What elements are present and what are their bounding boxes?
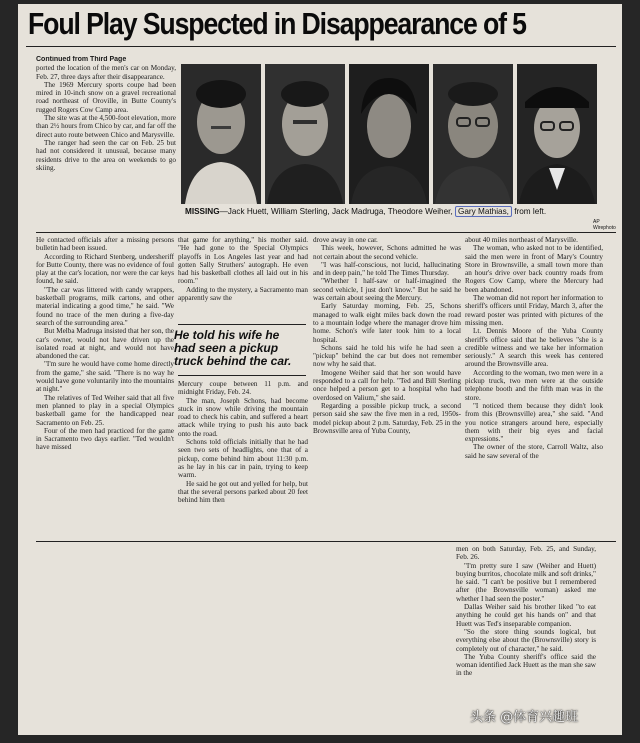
paragraph: Four of the men had practiced for the game in Sacramento two days earlier. "Ted wouldn't have missed xyxy=(36,426,174,452)
column-2-bottom xyxy=(178,380,308,539)
paragraph: He contacted officials after a missing persons bulletin had been issued. xyxy=(36,236,174,253)
paragraph: ported the location of the men's car on Monday, Feb. 27, three days after their disappearance. xyxy=(36,64,176,81)
caption-rule xyxy=(36,232,616,233)
pull-quote-top-rule xyxy=(178,324,306,325)
paragraph: "Whether I half-saw or half-imagined the second vehicle, I just don't know." But he said he was certain about seeing the Mercury. xyxy=(313,277,461,303)
paragraph: The ranger had seen the car on Feb. 25 but had not considered it unusual, because many residents drive to the area on weekends to go skiing. xyxy=(36,138,176,172)
paragraph: But Melba Madruga insisted that her son, the car's owner, would not have driven up the isolated road at night, and would not have abandoned the car. xyxy=(36,327,174,361)
paragraph: The Yuba County sheriff's office said the woman identified Jack Huett as the man she saw in the xyxy=(456,652,596,678)
column-4-continued xyxy=(456,545,596,731)
paragraph: The site was at the 4,500-foot elevation, more than 2½ hours from Chico by car, and far off the direct auto route between Chico and Marysville. xyxy=(36,114,176,139)
column-4 xyxy=(465,236,603,539)
paragraph: According to the woman, two men were in a pickup truck, two men were at the outside telephone booth and the fifth man was in the store. xyxy=(465,368,603,402)
caption-names: —Jack Huett, William Sterling, Jack Madruga, Theodore Weiher, xyxy=(219,207,453,216)
paragraph: The owner of the store, Carroll Waltz, also said he saw several of the xyxy=(465,443,603,460)
paragraph: Imogene Weiher said that her son would have responded to a call for help. "Ted and Bill Sterling once helped a person get to a hospital who had overdosed on Valium," she said. xyxy=(313,368,461,402)
paragraph: that game for anything," his mother said. "He had gone to the Special Olympics playoffs in Los Angeles last year and had gotten Sally Struthers' autograph. He even had his basketball clothes all laid out in his room." xyxy=(178,236,308,286)
paragraph: Lt. Dennis Moore of the Yuba County sheriff's office said that he believes "she is a credible witness and we take her information seriously." A search this week has centered around the Brownsville area. xyxy=(465,327,603,369)
paragraph: The relatives of Ted Weiher said that all five men planned to play in a special Olympics basketball game for the handicapped near Sacramento on Feb. 25. xyxy=(36,393,174,427)
photo-caption xyxy=(185,207,546,216)
paragraph: The 1969 Mercury sports coupe had been mired in 10-inch snow on a gravel recreational road northeast of Oroville, in Butte County's rugged Rogers Cow Camp area. xyxy=(36,80,176,114)
highlighted-name: Gary Mathias, xyxy=(455,206,512,217)
paragraph: men on both Saturday, Feb. 25, and Sunday, Feb. 26. xyxy=(456,545,596,562)
continued-label: Continued from Third Page xyxy=(36,56,127,63)
column-1-top xyxy=(36,56,176,234)
column-3 xyxy=(313,236,461,539)
newspaper-page xyxy=(18,4,622,735)
column-1 xyxy=(36,236,174,539)
paragraph: Dallas Weiher said his brother liked "to eat anything he could get his hands on" and that Huett was Ted's inseparable companion. xyxy=(456,603,596,628)
caption-label: MISSING xyxy=(185,207,220,216)
pull-quote: He told his wife he had seen a pickup truck behind the car. xyxy=(174,328,292,368)
paragraph: Early Saturday morning, Feb. 25, Schons managed to walk eight miles back down the road to a mountain lodge where the manager drove him home. Schon's wife later took him to a local hospital. xyxy=(313,302,461,344)
column-2-top xyxy=(178,236,308,324)
pull-quote-bottom-rule xyxy=(178,375,306,376)
caption-direction: from left. xyxy=(514,207,547,216)
watermark: 头条 @体育兴趣班 xyxy=(470,710,579,725)
paragraph: Adding to the mystery, a Sacramento man apparently saw the xyxy=(178,285,308,303)
paragraph: "I noticed them because they didn't look from this (Brownsville) area," she said. "And you notice strangers around here, especially them with their big eyes and facial expressions." xyxy=(465,401,603,444)
paragraph: "I was half-conscious, not lucid, hallucinating and in deep pain," he told The Times Thursday. xyxy=(313,260,461,278)
paragraph: This week, however, Schons admitted he was not certain about the second vehicle. xyxy=(313,244,461,261)
paragraph: about 40 miles northeast of Marysville. xyxy=(465,236,578,244)
paragraph: Regarding a possible pickup truck, a second person said she saw the five men in a red, 1950s-model pickup about 2 p.m. Saturday, Feb. 25 in the Brownsville area of Yuba County, xyxy=(313,401,461,435)
paragraph: Schons told officials initially that he had seen two sets of headlights, one that of a pickup, come behind him about 11:30 p.m. as he lay in his car in pain, trying to keep warm. xyxy=(178,438,308,480)
photo-jack-huett xyxy=(181,64,261,204)
photo-theodore-weiher xyxy=(433,64,513,204)
photo-jack-madruga xyxy=(349,64,429,204)
photo-william-sterling xyxy=(265,64,345,204)
paragraph: The woman, who asked not to be identified, said the men were in front of Mary's Country Store in Brownsville, a small town more than an hour's drive over back country roads from Rogers Cow Camp, where the Mercury had been abandoned. xyxy=(465,244,603,294)
paragraph: "So the store thing sounds logical, but everything else about the (Brownsville) story is completely out of character," he said. xyxy=(456,627,596,653)
paragraph: The man, Joseph Schons, had become stuck in snow while driving the mountain road to check his cabin, and suffered a heart attack while trying to push his auto back onto the road. xyxy=(178,396,308,438)
paragraph: The woman did not report her information to sheriff's officers until Friday, March 3, after the reward poster was printed with pictures of the missing men. xyxy=(465,294,603,327)
paragraph: According to Richard Stenberg, undersheriff for Butte County, there was no evidence of foul play at the car's location, nor were the car keys found, he said. xyxy=(36,252,174,286)
headline: Foul Play Suspected in Disappearance of 5 xyxy=(28,6,526,41)
paragraph: "I'm sure he would have come home directly from the game," she said. "There is no way he would have gone voluntarily into the mountains at night." xyxy=(36,360,174,394)
paragraph: Schons said he told his wife he had seen a "pickup" behind the car but does not remember now why he said that. xyxy=(313,343,461,369)
paragraph: "I'm pretty sure I saw (Weiher and Huett) buying burritos, chocolate milk and soft drinks," he said. "I can't be positive but I remembered after (the Brownsville woman) asked me whether I had seen the poster." xyxy=(456,561,596,603)
headline-rule xyxy=(26,46,616,47)
lower-rule xyxy=(36,541,616,542)
paragraph: Mercury coupe between 11 p.m. and midnight Friday, Feb. 24. xyxy=(178,380,308,397)
paragraph: He said he got out and yelled for help, but that the several persons parked about 20 feet behind him then xyxy=(178,479,308,505)
paragraph: "The car was littered with candy wrappers, basketball programs, milk cartons, and other material indicating a good time," he said. "We found no trace of the men during a five-day search of the surrounding area." xyxy=(36,285,174,327)
paragraph: drove away in one car. xyxy=(313,236,378,244)
photo-gary-mathias xyxy=(517,64,597,204)
photo-credit: AP Wirephoto xyxy=(593,219,616,231)
